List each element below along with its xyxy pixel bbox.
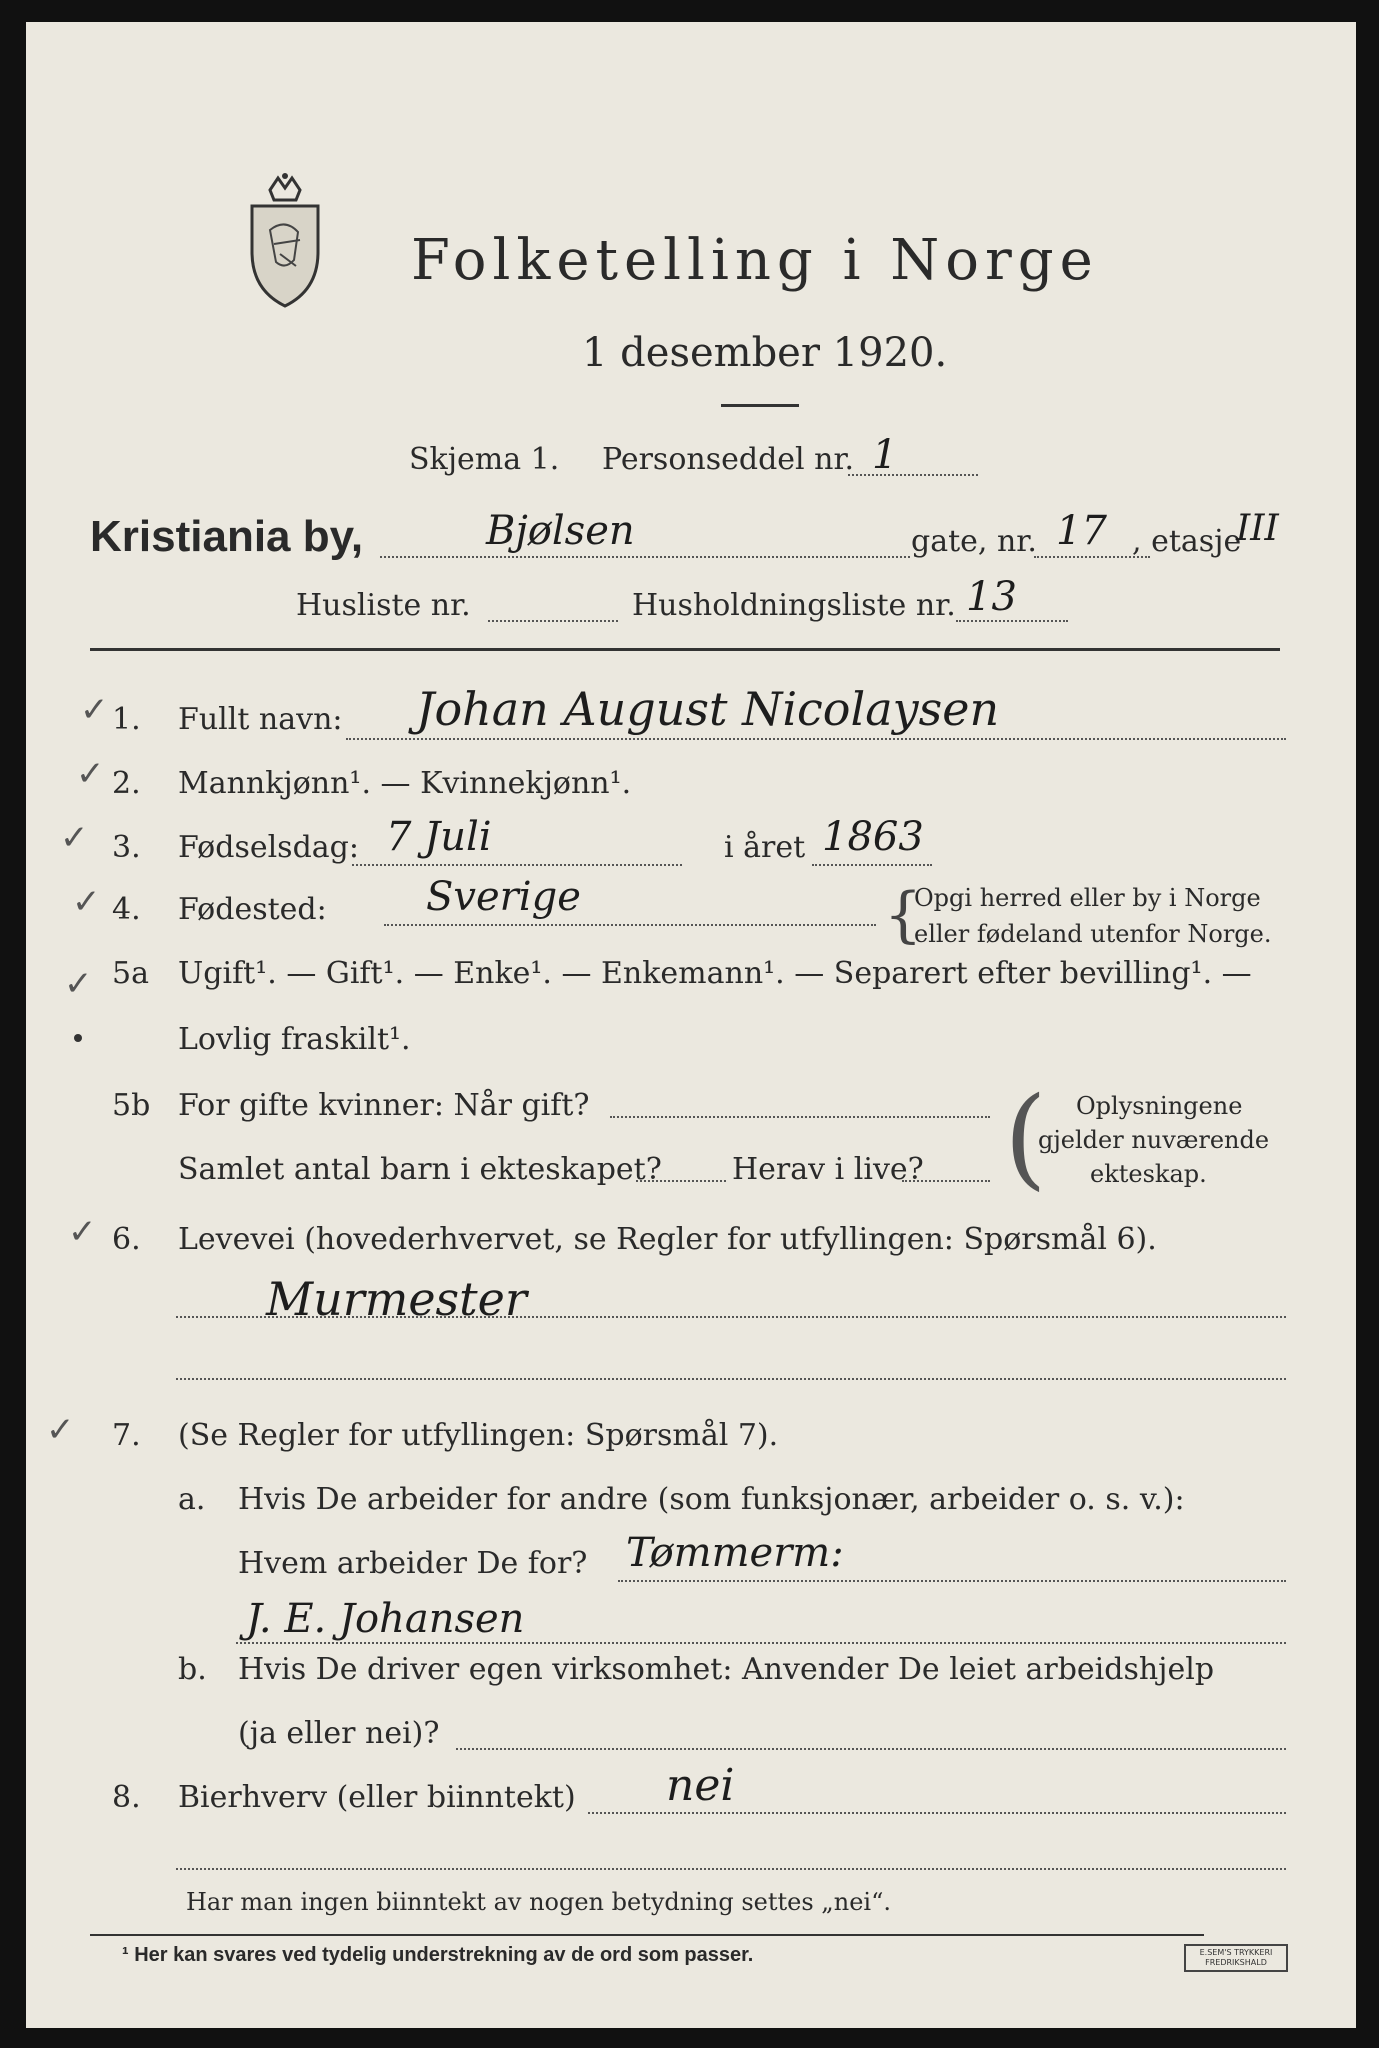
gate-label: gate, nr. — [911, 524, 1037, 559]
q7b-label-2: (ja eller nei)? — [238, 1716, 440, 1751]
check-mark-icon: ✓ — [68, 1212, 97, 1252]
q6-label: Levevei (hovederhvervet, se Regler for utfyllingen: Spørsmål 6). — [178, 1222, 1157, 1257]
check-mark-icon: ✓ — [46, 1410, 75, 1450]
q6-line1 — [176, 1316, 1286, 1318]
q4-note-line1: Opgi herred eller by i Norge — [914, 884, 1261, 912]
marital-status-options-2: Lovlig fraskilt¹. — [178, 1022, 411, 1057]
q5b-label: For gifte kvinner: Når gift? — [178, 1088, 590, 1123]
q8-line1 — [588, 1812, 1286, 1814]
q4-line — [384, 924, 876, 926]
q5b-alive-label: Herav i live? — [732, 1152, 924, 1187]
q5b-alive-line — [902, 1180, 990, 1182]
q7-label: (Se Regler for utfyllingen: Spørsmål 7). — [178, 1418, 779, 1453]
no-income-note: Har man ingen biinntekt av nogen betydning settes „nei“. — [186, 1888, 891, 1916]
q5a-number: 5a — [112, 956, 149, 991]
etasje-label: , etasje — [1132, 524, 1242, 559]
q4-note-line2: eller fødeland utenfor Norge. — [914, 920, 1272, 948]
check-mark-icon: ✓ — [64, 964, 93, 1004]
gender-options: Mannkjønn¹. — Kvinnekjønn¹. — [178, 766, 632, 801]
q7a-line2 — [236, 1642, 1286, 1644]
title-divider — [721, 404, 799, 407]
q8-line2 — [176, 1868, 1286, 1870]
coat-of-arms-icon — [240, 170, 330, 310]
employer-value-1: Tømmerm: — [626, 1530, 844, 1576]
footer-rule — [90, 1934, 1204, 1936]
q1-number: 1. — [112, 702, 141, 737]
birthplace-value: Sverige — [426, 874, 581, 920]
q4-number: 4. — [112, 892, 141, 927]
check-mark-icon: ✓ — [76, 754, 105, 794]
q5b-brace: ( — [1004, 1073, 1047, 1201]
footnote: ¹ Her kan svares ved tydelig understrekning av de ord som passer. — [122, 1944, 754, 1966]
q7-number: 7. — [112, 1418, 141, 1453]
q7a-letter: a. — [178, 1482, 206, 1517]
q7a-employer-label: Hvem arbeider De for? — [238, 1546, 588, 1581]
street-value: Bjølsen — [486, 508, 635, 554]
q7a-line1 — [618, 1580, 1286, 1582]
full-name-value: Johan August Nicolaysen — [416, 682, 1000, 736]
check-mark-icon: ✓ — [80, 690, 109, 730]
husholdning-value: 13 — [966, 574, 1017, 620]
husliste-line — [488, 620, 618, 622]
birthday-value: 7 Juli — [386, 814, 492, 860]
q3-label: Fødselsdag: — [178, 830, 359, 865]
q5b-number: 5b — [112, 1088, 151, 1123]
q3-line — [352, 864, 682, 866]
q7b-line — [456, 1748, 1286, 1750]
side-income-value: nei — [666, 1760, 735, 1811]
check-mark-icon: ✓ — [72, 882, 101, 922]
q5b-note-line2: gjelder nuværende — [1038, 1126, 1270, 1154]
q5b-married-line — [610, 1116, 990, 1118]
q7b-letter: b. — [178, 1652, 207, 1687]
printer-stamp: E.SEM'S TRYKKERI FREDRIKSHALD — [1184, 1944, 1288, 1972]
occupation-value: Murmester — [266, 1272, 527, 1326]
q8-label: Bierhverv (eller biinntekt) — [178, 1780, 576, 1815]
marital-status-options: Ugift¹. — Gift¹. — Enke¹. — Enkemann¹. — Separert efter bevilling¹. — — [178, 956, 1252, 991]
personseddel-line — [848, 474, 978, 476]
q4-label: Fødested: — [178, 892, 327, 927]
header-rule — [90, 648, 1280, 651]
etasje-value: III — [1236, 508, 1279, 549]
husliste-label: Husliste nr. — [296, 588, 471, 623]
form-title: Folketelling i Norge — [411, 228, 1099, 293]
census-date: 1 desember 1920. — [582, 330, 948, 376]
check-mark-icon: ✓ — [60, 818, 89, 858]
q3-number: 3. — [112, 830, 141, 865]
q6-line2 — [176, 1378, 1286, 1380]
bullet-mark — [74, 1034, 82, 1042]
q1-line — [346, 738, 1286, 740]
q3-year-line — [812, 864, 932, 866]
city-label: Kristiania by, — [90, 512, 364, 561]
q7a-label: Hvis De arbeider for andre (som funksjonær, arbeider o. s. v.): — [238, 1482, 1185, 1517]
personseddel-label: Personseddel nr. — [602, 442, 855, 477]
employer-value-2: J. E. Johansen — [246, 1596, 525, 1642]
street-number-value: 17 — [1056, 508, 1107, 554]
street-line — [380, 556, 910, 558]
q5b-children-label: Samlet antal barn i ekteskapet? — [178, 1152, 662, 1187]
census-form-sheet — [26, 22, 1356, 2028]
q5b-note-line1: Oplysningene — [1076, 1092, 1243, 1120]
personseddel-value: 1 — [872, 432, 898, 478]
q4-brace: { — [884, 880, 923, 950]
schema-label: Skjema 1. — [409, 442, 560, 477]
q1-label: Fullt navn: — [178, 702, 343, 737]
husholdning-label: Husholdningsliste nr. — [632, 588, 956, 623]
birth-year-value: 1863 — [822, 814, 924, 860]
q8-number: 8. — [112, 1780, 141, 1815]
q3-year-label: i året — [724, 830, 806, 865]
husholdning-line — [956, 620, 1068, 622]
q6-number: 6. — [112, 1222, 141, 1257]
q7b-label: Hvis De driver egen virksomhet: Anvender De leiet arbeidshjelp — [238, 1652, 1215, 1687]
q5b-note-line3: ekteskap. — [1090, 1160, 1207, 1188]
q2-number: 2. — [112, 766, 141, 801]
q5b-children-line — [636, 1180, 726, 1182]
